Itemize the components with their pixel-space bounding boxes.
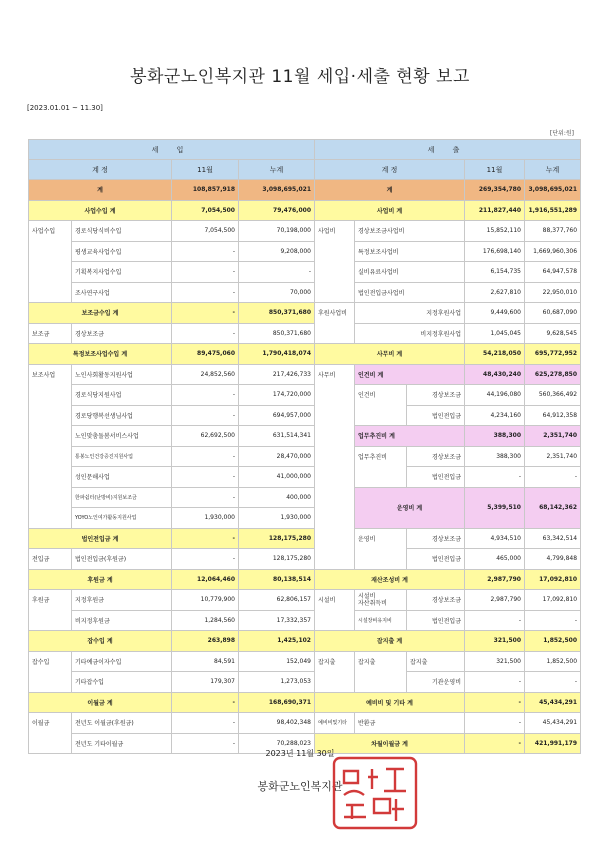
table-row bbox=[29, 200, 581, 221]
value-cell: 560,366,492 bbox=[525, 385, 581, 406]
subtotal-cumulative: 68,142,362 bbox=[525, 487, 581, 528]
subtotal-cumulative: 79,476,000 bbox=[239, 200, 315, 221]
value-cell: 2,351,740 bbox=[525, 446, 581, 467]
subtotal-cumulative: 80,138,514 bbox=[239, 569, 315, 590]
value-cell: 64,912,358 bbox=[525, 405, 581, 426]
value-cell: 10,779,900 bbox=[172, 590, 239, 611]
subtotal-cumulative: 625,278,850 bbox=[525, 364, 581, 385]
subtotal-month: - bbox=[172, 528, 239, 549]
category-cell: 사무비 bbox=[315, 364, 355, 569]
value-cell: 1,045,045 bbox=[465, 323, 525, 344]
value-cell: 62,692,500 bbox=[172, 426, 239, 447]
item-cell: YOYO노인여가활동지원사업 bbox=[72, 508, 172, 529]
item-cell: 특정보조사업비 bbox=[355, 241, 465, 262]
item-line: 자산취득비 bbox=[358, 599, 387, 607]
value-cell: 64,947,578 bbox=[525, 262, 581, 283]
value-cell: 63,342,514 bbox=[525, 528, 581, 549]
value-cell: - bbox=[465, 713, 525, 734]
subtotal-month: - bbox=[465, 692, 525, 713]
value-cell: 45,434,291 bbox=[525, 713, 581, 734]
item-cell: 기획복지사업수입 bbox=[72, 262, 172, 283]
expense-account-header: 계 정 bbox=[315, 160, 465, 180]
item-cell: 지정후원사업 bbox=[355, 303, 465, 324]
expense-total-cumulative: 3,098,695,021 bbox=[525, 180, 581, 201]
subtotal-label: 사업비 계 bbox=[315, 200, 465, 221]
item-cell: 법인전입금사업비 bbox=[355, 282, 465, 303]
income-total-label: 계 bbox=[29, 180, 172, 201]
item-cell: 잡지출 bbox=[407, 651, 465, 672]
item-cell: 기관운영비 bbox=[407, 672, 465, 693]
item-cell: 잡지출 bbox=[355, 651, 407, 692]
item-cell: 경상보조금 bbox=[407, 590, 465, 611]
item-line: 시설비 bbox=[358, 592, 376, 600]
subtotal-label: 사업수입 계 bbox=[29, 200, 172, 221]
value-cell: 17,092,810 bbox=[525, 590, 581, 611]
category-cell: 후원사업비 bbox=[315, 303, 355, 344]
item-cell: 법인전입금 bbox=[407, 405, 465, 426]
item-cell: 기타예금이자수입 bbox=[72, 651, 172, 672]
value-cell: - bbox=[172, 713, 239, 734]
table-row bbox=[29, 569, 581, 590]
value-cell: - bbox=[172, 487, 239, 508]
subtotal-month: - bbox=[172, 303, 239, 324]
category-cell: 잡지출 bbox=[315, 651, 355, 692]
item-cell: 업무추진비 bbox=[355, 446, 407, 487]
value-cell: 9,208,000 bbox=[239, 241, 315, 262]
item-cell: 시설장비유지비 bbox=[355, 610, 407, 631]
table-row bbox=[29, 282, 581, 303]
item-cell: 법인전입금 bbox=[407, 610, 465, 631]
subtotal-month: 7,054,500 bbox=[172, 200, 239, 221]
subtotal-cumulative: 1,916,551,289 bbox=[525, 200, 581, 221]
subtotal-label: 업무추진비 계 bbox=[355, 426, 465, 447]
item-cell: 경로당행복선생님사업 bbox=[72, 405, 172, 426]
category-cell: 전입금 bbox=[29, 549, 72, 570]
value-cell: 694,957,000 bbox=[239, 405, 315, 426]
value-cell: 44,196,080 bbox=[465, 385, 525, 406]
value-cell: - bbox=[525, 467, 581, 488]
category-cell: 예비비및기타 bbox=[315, 713, 355, 734]
subtotal-cumulative: 168,690,371 bbox=[239, 692, 315, 713]
value-cell: - bbox=[172, 262, 239, 283]
expense-header: 세 출 bbox=[315, 140, 581, 160]
table-row bbox=[29, 549, 581, 570]
item-cell: 전년도 기타이월금 bbox=[72, 733, 172, 754]
organization-name: 봉화군노인복지관 bbox=[257, 780, 343, 793]
subtotal-cumulative: 1,852,500 bbox=[525, 631, 581, 652]
subtotal-month: - bbox=[172, 692, 239, 713]
subtotal-month: 5,399,510 bbox=[465, 487, 525, 528]
value-cell: 17,332,357 bbox=[239, 610, 315, 631]
income-account-header: 계 정 bbox=[29, 160, 172, 180]
value-cell: 4,934,510 bbox=[465, 528, 525, 549]
value-cell: 70,198,000 bbox=[239, 221, 315, 242]
value-cell: 1,273,053 bbox=[239, 672, 315, 693]
item-cell: 비지정후원사업 bbox=[355, 323, 465, 344]
table-row bbox=[29, 692, 581, 713]
value-cell: 217,426,733 bbox=[239, 364, 315, 385]
subtotal-cumulative: 1,790,418,074 bbox=[239, 344, 315, 365]
value-cell: - bbox=[172, 405, 239, 426]
category-cell: 보조사업 bbox=[29, 364, 72, 528]
item-cell: 실비유료사업비 bbox=[355, 262, 465, 283]
report-date: 2023년 11월 30일 bbox=[265, 749, 335, 758]
value-cell: - bbox=[525, 610, 581, 631]
value-cell: - bbox=[172, 241, 239, 262]
item-cell: 비지정후원금 bbox=[72, 610, 172, 631]
subtotal-label: 재산조성비 계 bbox=[315, 569, 465, 590]
value-cell: 41,000,000 bbox=[239, 467, 315, 488]
subtotal-cumulative: 695,772,952 bbox=[525, 344, 581, 365]
value-cell: 179,307 bbox=[172, 672, 239, 693]
category-cell: 이월금 bbox=[29, 713, 72, 754]
table-row bbox=[29, 528, 581, 549]
table-row bbox=[29, 426, 581, 447]
item-cell: 성인문해사업 bbox=[72, 467, 172, 488]
item-cell: 인건비 bbox=[355, 385, 407, 426]
value-cell: 9,449,600 bbox=[465, 303, 525, 324]
value-cell: 24,852,560 bbox=[172, 364, 239, 385]
item-cell: 통봉노인건강증진지원사업 bbox=[72, 446, 172, 467]
subtotal-month: - bbox=[465, 733, 525, 754]
value-cell: 321,500 bbox=[465, 651, 525, 672]
category-cell: 잡수입 bbox=[29, 651, 72, 692]
item-cell: 반환금 bbox=[355, 713, 465, 734]
item-cell: 조사연구사업 bbox=[72, 282, 172, 303]
value-cell: 174,720,000 bbox=[239, 385, 315, 406]
subtotal-month: 48,430,240 bbox=[465, 364, 525, 385]
value-cell: - bbox=[172, 282, 239, 303]
table-row bbox=[29, 323, 581, 344]
value-cell: - bbox=[465, 610, 525, 631]
table-row bbox=[29, 344, 581, 365]
subtotal-label: 특정보조사업수입 계 bbox=[29, 344, 172, 365]
category-cell: 사업비 bbox=[315, 221, 355, 303]
value-cell: 84,591 bbox=[172, 651, 239, 672]
subtotal-cumulative: 850,371,680 bbox=[239, 303, 315, 324]
table-row bbox=[29, 221, 581, 242]
item-cell: 운영비 bbox=[355, 528, 407, 569]
grand-total-row bbox=[29, 180, 581, 201]
item-cell: 경상보조금 bbox=[407, 528, 465, 549]
item-cell: 기타잡수입 bbox=[72, 672, 172, 693]
item-cell: 노인사회활동지원사업 bbox=[72, 364, 172, 385]
official-seal-stamp bbox=[330, 755, 420, 831]
value-cell: 388,300 bbox=[465, 446, 525, 467]
value-cell: 60,687,090 bbox=[525, 303, 581, 324]
table-row bbox=[29, 405, 581, 426]
section-header-row bbox=[29, 140, 581, 160]
value-cell: 1,852,500 bbox=[525, 651, 581, 672]
value-cell: - bbox=[465, 467, 525, 488]
item-cell: 법인전입금 bbox=[407, 467, 465, 488]
item-cell: 노인맞춤돌봄서비스사업 bbox=[72, 426, 172, 447]
value-cell: 7,054,500 bbox=[172, 221, 239, 242]
value-cell: 9,628,545 bbox=[525, 323, 581, 344]
subtotal-cumulative: 45,434,291 bbox=[525, 692, 581, 713]
value-cell: 465,000 bbox=[465, 549, 525, 570]
value-cell: - bbox=[172, 467, 239, 488]
table-row bbox=[29, 364, 581, 385]
subtotal-month: 12,064,460 bbox=[172, 569, 239, 590]
income-header: 세 입 bbox=[29, 140, 315, 160]
value-cell: 1,930,000 bbox=[239, 508, 315, 529]
value-cell: - bbox=[465, 672, 525, 693]
subtotal-label: 잡지출 계 bbox=[315, 631, 465, 652]
subtotal-cumulative: 128,175,280 bbox=[239, 528, 315, 549]
value-cell: 22,950,010 bbox=[525, 282, 581, 303]
value-cell: - bbox=[172, 733, 239, 754]
category-cell: 사업수입 bbox=[29, 221, 72, 303]
subtotal-month: 2,987,790 bbox=[465, 569, 525, 590]
table-row bbox=[29, 590, 581, 611]
item-cell: 경로식당식비수입 bbox=[72, 221, 172, 242]
value-cell: 631,514,341 bbox=[239, 426, 315, 447]
table-row bbox=[29, 385, 581, 406]
table-row bbox=[29, 610, 581, 631]
subtotal-label: 이월금 계 bbox=[29, 692, 172, 713]
value-cell: 152,049 bbox=[239, 651, 315, 672]
expense-cumulative-header: 누계 bbox=[525, 160, 581, 180]
value-cell: 4,799,848 bbox=[525, 549, 581, 570]
income-total-cumulative: 3,098,695,021 bbox=[239, 180, 315, 201]
item-cell: 경상보조금 bbox=[407, 446, 465, 467]
item-cell: 경상보조금사업비 bbox=[355, 221, 465, 242]
value-cell: 2,987,790 bbox=[465, 590, 525, 611]
item-cell: 경상보조금 bbox=[72, 323, 172, 344]
subtotal-cumulative: 17,092,810 bbox=[525, 569, 581, 590]
subtotal-label: 차월이월금 계 bbox=[315, 733, 465, 754]
value-cell: - bbox=[239, 262, 315, 283]
subtotal-month: 388,300 bbox=[465, 426, 525, 447]
value-cell: 6,154,735 bbox=[465, 262, 525, 283]
expense-month-header: 11월 bbox=[465, 160, 525, 180]
value-cell: 62,806,157 bbox=[239, 590, 315, 611]
unit-label: [단위:원] bbox=[549, 130, 574, 137]
item-cell bbox=[355, 590, 407, 611]
category-cell: 후원금 bbox=[29, 590, 72, 631]
expense-total-month: 269,354,780 bbox=[465, 180, 525, 201]
item-cell: 지정후원금 bbox=[72, 590, 172, 611]
value-cell: 1,930,000 bbox=[172, 508, 239, 529]
table-row bbox=[29, 241, 581, 262]
category-cell: 시설비 bbox=[315, 590, 355, 631]
table-row bbox=[29, 672, 581, 693]
value-cell: - bbox=[172, 446, 239, 467]
value-cell: 4,234,160 bbox=[465, 405, 525, 426]
value-cell: 98,402,348 bbox=[239, 713, 315, 734]
subtotal-cumulative: 1,425,102 bbox=[239, 631, 315, 652]
value-cell: 28,470,000 bbox=[239, 446, 315, 467]
value-cell: 1,669,960,306 bbox=[525, 241, 581, 262]
item-cell: 법인전입금 bbox=[407, 549, 465, 570]
category-cell: 보조금 bbox=[29, 323, 72, 344]
value-cell: 15,852,110 bbox=[465, 221, 525, 242]
subtotal-label: 보조금수입 계 bbox=[29, 303, 172, 324]
subtotal-label: 인건비 계 bbox=[355, 364, 465, 385]
column-header-row bbox=[29, 160, 581, 180]
table-row bbox=[29, 713, 581, 734]
item-cell: 경상보조금 bbox=[407, 385, 465, 406]
income-month-header: 11월 bbox=[172, 160, 239, 180]
expense-total-label: 계 bbox=[315, 180, 465, 201]
table-row bbox=[29, 262, 581, 283]
value-cell: 128,175,280 bbox=[239, 549, 315, 570]
report-period: [2023.01.01 ~ 11.30] bbox=[27, 104, 103, 112]
value-cell: 70,288,023 bbox=[239, 733, 315, 754]
table-row bbox=[29, 467, 581, 488]
value-cell: - bbox=[525, 672, 581, 693]
subtotal-month: 89,475,060 bbox=[172, 344, 239, 365]
item-cell: 법인전입금(후원금) bbox=[72, 549, 172, 570]
income-cumulative-header: 누계 bbox=[239, 160, 315, 180]
value-cell: 400,000 bbox=[239, 487, 315, 508]
subtotal-label: 법인전입금 계 bbox=[29, 528, 172, 549]
value-cell: 88,377,760 bbox=[525, 221, 581, 242]
income-total-month: 108,857,918 bbox=[172, 180, 239, 201]
value-cell: - bbox=[172, 549, 239, 570]
subtotal-label: 후원금 계 bbox=[29, 569, 172, 590]
seal-glyphs bbox=[344, 769, 406, 821]
item-cell: 한파쉼터(난방비)지원보조금 bbox=[72, 487, 172, 508]
subtotal-label: 예비비 및 기타 계 bbox=[315, 692, 465, 713]
subtotal-label: 사무비 계 bbox=[315, 344, 465, 365]
value-cell: 850,371,680 bbox=[239, 323, 315, 344]
subtotal-label: 잡수입 계 bbox=[29, 631, 172, 652]
subtotal-label: 운영비 계 bbox=[355, 487, 465, 528]
value-cell: - bbox=[172, 385, 239, 406]
subtotal-month: 54,218,050 bbox=[465, 344, 525, 365]
table-row bbox=[29, 631, 581, 652]
subtotal-cumulative: 2,351,740 bbox=[525, 426, 581, 447]
subtotal-month: 263,898 bbox=[172, 631, 239, 652]
subtotal-month: 211,827,440 bbox=[465, 200, 525, 221]
item-cell: 평생교육사업수입 bbox=[72, 241, 172, 262]
value-cell: 1,284,560 bbox=[172, 610, 239, 631]
table-row bbox=[29, 446, 581, 467]
table-row bbox=[29, 487, 581, 508]
value-cell: 70,000 bbox=[239, 282, 315, 303]
item-cell: 경로식당지원사업 bbox=[72, 385, 172, 406]
subtotal-cumulative: 421,991,179 bbox=[525, 733, 581, 754]
finance-table bbox=[28, 139, 581, 754]
value-cell: 2,627,810 bbox=[465, 282, 525, 303]
report-title: 봉화군노인복지관 11월 세입·세출 현황 보고 bbox=[130, 67, 470, 87]
subtotal-month: 321,500 bbox=[465, 631, 525, 652]
value-cell: - bbox=[172, 323, 239, 344]
table-row bbox=[29, 303, 581, 324]
table-row bbox=[29, 651, 581, 672]
item-cell: 전년도 이월금(후원금) bbox=[72, 713, 172, 734]
value-cell: 176,698,140 bbox=[465, 241, 525, 262]
